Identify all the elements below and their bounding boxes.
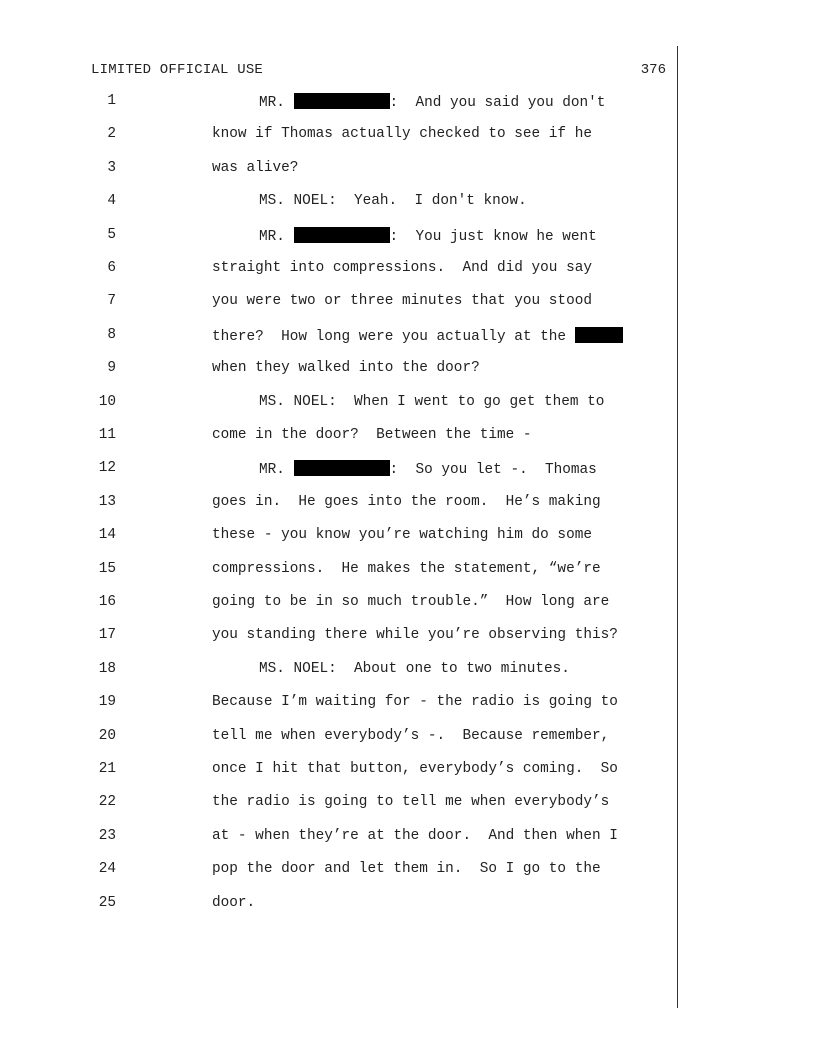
transcript-line	[0, 494, 680, 516]
line-text	[212, 861, 601, 877]
line-text	[212, 728, 609, 744]
transcript-line	[0, 327, 680, 349]
line-text	[212, 694, 618, 710]
transcript-line	[0, 193, 680, 215]
line-text-segment: Because I’m waiting for - the radio is going to	[212, 694, 618, 711]
line-number: 17	[98, 627, 116, 644]
line-number: 10	[98, 393, 116, 410]
transcript-line	[0, 861, 680, 883]
line-text	[212, 360, 480, 376]
line-number: 12	[98, 460, 116, 477]
redaction-box	[294, 227, 390, 243]
transcript-line	[0, 227, 680, 249]
line-text-segment: MR.	[259, 95, 294, 111]
transcript-line	[0, 93, 680, 115]
line-text-segment: you standing there while you’re observing this?	[212, 627, 618, 644]
transcript-line	[0, 394, 680, 416]
transcript-line	[0, 527, 680, 549]
page-header-classification: LIMITED OFFICIAL USE	[91, 62, 264, 78]
line-text-segment: know if Thomas actually checked to see if he	[212, 126, 592, 143]
transcript-line	[0, 895, 680, 917]
line-text-segment: there? How long were you actually at the	[212, 328, 575, 345]
line-text-segment: come in the door? Between the time -	[212, 427, 532, 443]
line-text-segment: once I hit that button, everybody’s coming. So	[212, 761, 618, 777]
line-text-segment: these - you know you’re watching him do some	[212, 527, 592, 544]
line-number: 5	[107, 226, 116, 243]
line-number: 1	[107, 93, 116, 109]
redaction-box	[294, 460, 390, 476]
line-text-segment: MR.	[259, 462, 294, 479]
line-text	[212, 126, 592, 142]
line-number: 21	[98, 761, 116, 777]
line-number: 25	[98, 894, 116, 911]
line-text-segment: was alive?	[212, 159, 299, 176]
line-text	[212, 761, 618, 777]
line-text	[259, 661, 570, 677]
redaction-box	[294, 93, 390, 109]
line-text	[212, 293, 592, 309]
line-number: 20	[98, 727, 116, 744]
line-text-segment: you were two or three minutes that you stood	[212, 293, 592, 310]
transcript-line	[0, 627, 680, 649]
line-text	[212, 327, 623, 345]
line-text-segment: going to be in so much trouble.” How long are	[212, 594, 610, 610]
line-number: 8	[107, 326, 116, 343]
redaction-box	[575, 327, 623, 343]
transcript-line	[0, 427, 680, 449]
line-number: 11	[98, 427, 116, 443]
line-text-segment: : So you let -. Thomas	[389, 462, 597, 479]
line-text	[259, 460, 597, 478]
transcript-line	[0, 561, 680, 583]
line-number: 14	[98, 527, 116, 544]
line-text	[212, 895, 255, 911]
line-number: 18	[98, 660, 116, 677]
transcript-line	[0, 126, 680, 148]
transcript-line	[0, 694, 680, 716]
line-number: 6	[107, 260, 116, 276]
line-text	[212, 828, 618, 844]
line-text	[212, 160, 298, 176]
line-number: 4	[107, 193, 116, 210]
line-text	[259, 227, 597, 245]
line-text	[212, 594, 609, 610]
line-text	[259, 193, 527, 209]
line-number: 2	[107, 126, 116, 143]
line-text	[259, 394, 604, 410]
line-text-segment: pop the door and let them in. So I go to the	[212, 861, 601, 878]
line-text-segment: at - when they’re at the door. And then when I	[212, 827, 618, 844]
page-number: 376	[640, 62, 666, 78]
line-text	[212, 427, 532, 443]
line-text	[212, 794, 609, 810]
line-text-segment: MS. NOEL: Yeah. I don't know.	[259, 193, 527, 210]
line-text-segment: : And you said you don't	[389, 95, 606, 111]
transcript-line	[0, 761, 680, 783]
line-number: 9	[107, 360, 116, 377]
transcript-line	[0, 661, 680, 683]
line-text	[212, 260, 592, 276]
line-text-segment: MS. NOEL: About one to two minutes.	[259, 660, 570, 677]
line-text-segment: the radio is going to tell me when everybody’s	[212, 794, 610, 811]
line-number: 3	[107, 159, 116, 176]
line-number: 13	[98, 493, 116, 510]
transcript-line	[0, 594, 680, 616]
line-text	[259, 93, 605, 111]
transcript-line	[0, 360, 680, 382]
transcript-line	[0, 728, 680, 750]
line-text	[212, 527, 592, 543]
transcript-line	[0, 794, 680, 816]
transcript-line	[0, 260, 680, 282]
line-number: 19	[98, 694, 116, 711]
transcript-line	[0, 293, 680, 315]
line-text-segment: straight into compressions. And did you say	[212, 260, 592, 276]
line-number: 23	[98, 827, 116, 844]
line-text-segment: when they walked into the door?	[212, 360, 480, 377]
line-text-segment: goes in. He goes into the room. He’s making	[212, 493, 601, 510]
line-text-segment: MS. NOEL: When I went to go get them to	[259, 393, 605, 410]
line-number: 24	[98, 861, 116, 878]
line-number: 22	[98, 794, 116, 811]
line-text-segment: compressions. He makes the statement, “we’re	[212, 560, 601, 577]
line-number: 15	[98, 560, 116, 577]
line-number: 16	[98, 594, 116, 610]
line-text	[212, 561, 601, 577]
line-text-segment: door.	[212, 894, 256, 911]
transcript-line	[0, 460, 680, 482]
transcript-line	[0, 828, 680, 850]
transcript-line	[0, 160, 680, 182]
line-number: 7	[107, 293, 116, 310]
line-text	[212, 494, 601, 510]
line-text-segment: tell me when everybody’s -. Because remember,	[212, 727, 610, 744]
line-text-segment: MR.	[259, 228, 294, 245]
line-text	[212, 627, 618, 643]
line-text-segment: : You just know he went	[389, 228, 597, 245]
